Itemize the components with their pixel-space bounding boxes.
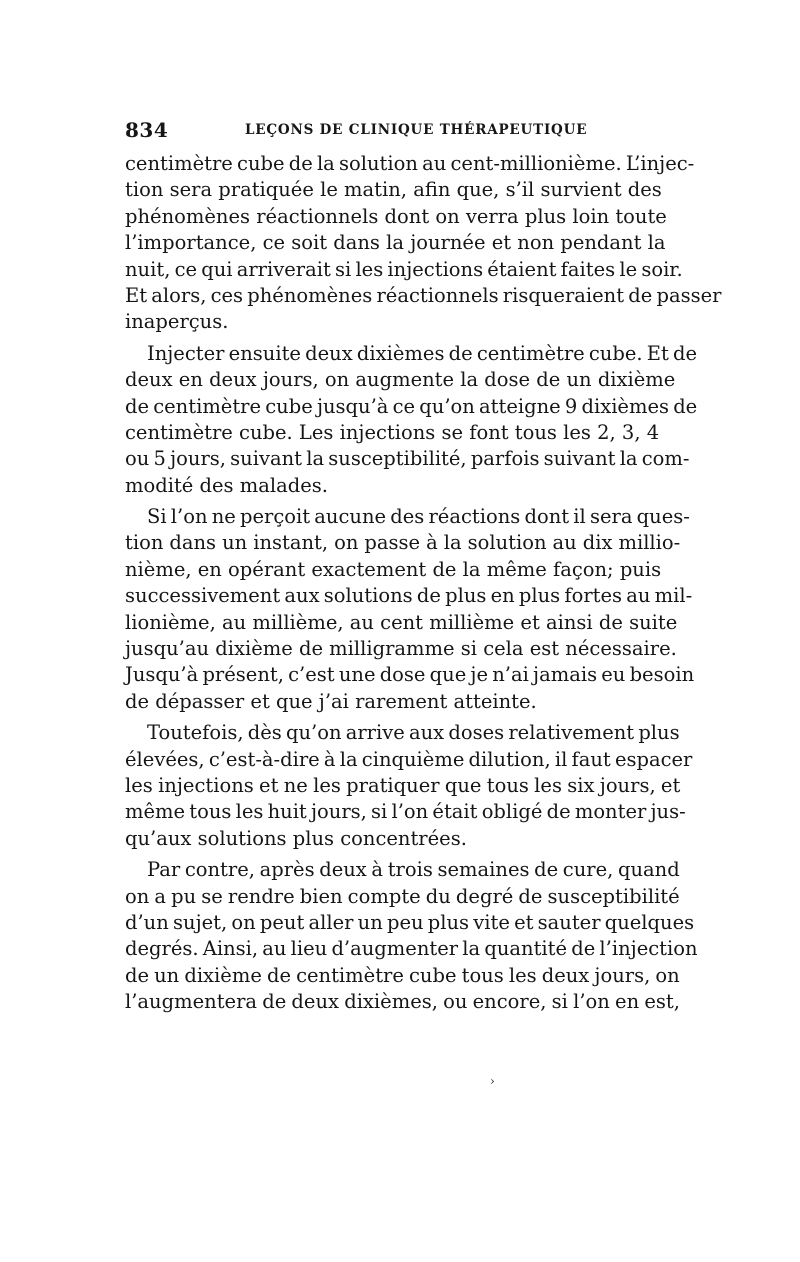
paragraph-line: Jusqu’à présent, c’est une dose que je n’ai jamais eu besoin	[125, 663, 695, 687]
paragraph-line: Injecter ensuite deux dixièmes de centimètre cube. Et de	[147, 341, 698, 365]
paragraph-line: tion sera pratiquée le matin, afin que, s’il survient des	[125, 178, 662, 202]
paragraph-line: Toutefois, dès qu’on arrive aux doses relativement plus	[147, 721, 680, 745]
paragraph-line: tion dans un instant, on passe à la solution au dix millio-	[125, 531, 681, 555]
paragraph-line: de centimètre cube jusqu’à ce qu’on atteigne 9 dixièmes de	[125, 394, 698, 418]
paragraph-line: Si l’on ne perçoit aucune des réactions dont il sera ques-	[147, 505, 690, 529]
paragraph-4	[125, 720, 693, 852]
paragraph-line: même tous les huit jours, si l’on était obligé de monter jus-	[125, 800, 686, 824]
paragraph-line: on a pu se rendre bien compte du degré de susceptibilité	[125, 884, 680, 908]
paragraph-line: nuit, ce qui arriverait si les injections étaient faites le soir.	[125, 257, 683, 281]
paragraph-line: qu’aux solutions plus concentrées.	[125, 826, 467, 850]
paragraph-line: Et alors, ces phénomènes réactionnels risqueraient de passer	[125, 283, 722, 307]
page-number: 834	[125, 118, 169, 142]
paragraph-line: d’un sujet, on peut aller un peu plus vite et sauter quelques	[125, 910, 695, 934]
paragraph-line: élevées, c’est-à-dire à la cinquième dilution, il faut espacer	[125, 747, 693, 771]
paragraph-line: modité des malades.	[125, 473, 328, 497]
paragraph-line: de un dixième de centimètre cube tous les deux jours, on	[125, 963, 680, 987]
paragraph-line: degrés. Ainsi, au lieu d’augmenter la quantité de l’injection	[125, 937, 698, 961]
page-header	[125, 118, 680, 142]
paragraph-3	[125, 504, 695, 715]
paragraph-line: deux en deux jours, on augmente la dose de un dixième	[125, 368, 676, 392]
paragraph-1	[125, 151, 722, 336]
paragraph-line: de dépasser et que j’ai rarement atteinte.	[125, 689, 537, 713]
paragraph-line: les injections et ne les pratiquer que tous les six jours, et	[125, 773, 681, 797]
paragraph-line: nième, en opérant exactement de la même façon; puis	[125, 557, 662, 581]
paragraph-line: phénomènes réactionnels dont on verra plus loin toute	[125, 204, 667, 228]
running-title: LEÇONS DE CLINIQUE THÉRAPEUTIQUE	[245, 122, 588, 138]
paragraph-2	[125, 341, 698, 499]
paragraph-line: ou 5 jours, suivant la susceptibilité, parfois suivant la com-	[125, 447, 690, 471]
paragraph-line: lionième, au millième, au cent millième et ainsi de suite	[125, 610, 678, 634]
paragraph-line: inaperçus.	[125, 310, 229, 334]
body-text	[125, 151, 722, 1016]
paragraph-line: Par contre, après deux à trois semaines de cure, quand	[147, 858, 680, 882]
paragraph-5	[125, 857, 698, 1015]
paragraph-line: centimètre cube de la solution au cent-millionième. L’injec-	[125, 152, 695, 175]
paragraph-line: successivement aux solutions de plus en plus fortes au mil-	[125, 584, 693, 608]
footer-mark: ›	[490, 1074, 495, 1088]
paragraph-line: centimètre cube. Les injections se font tous les 2, 3, 4	[125, 420, 660, 444]
paragraph-line: l’augmentera de deux dixièmes, ou encore, si l’on en est,	[125, 990, 680, 1014]
paragraph-line: l’importance, ce soit dans la journée et non pendant la	[125, 231, 666, 255]
paragraph-line: jusqu’au dixième de milligramme si cela est nécessaire.	[125, 637, 677, 661]
